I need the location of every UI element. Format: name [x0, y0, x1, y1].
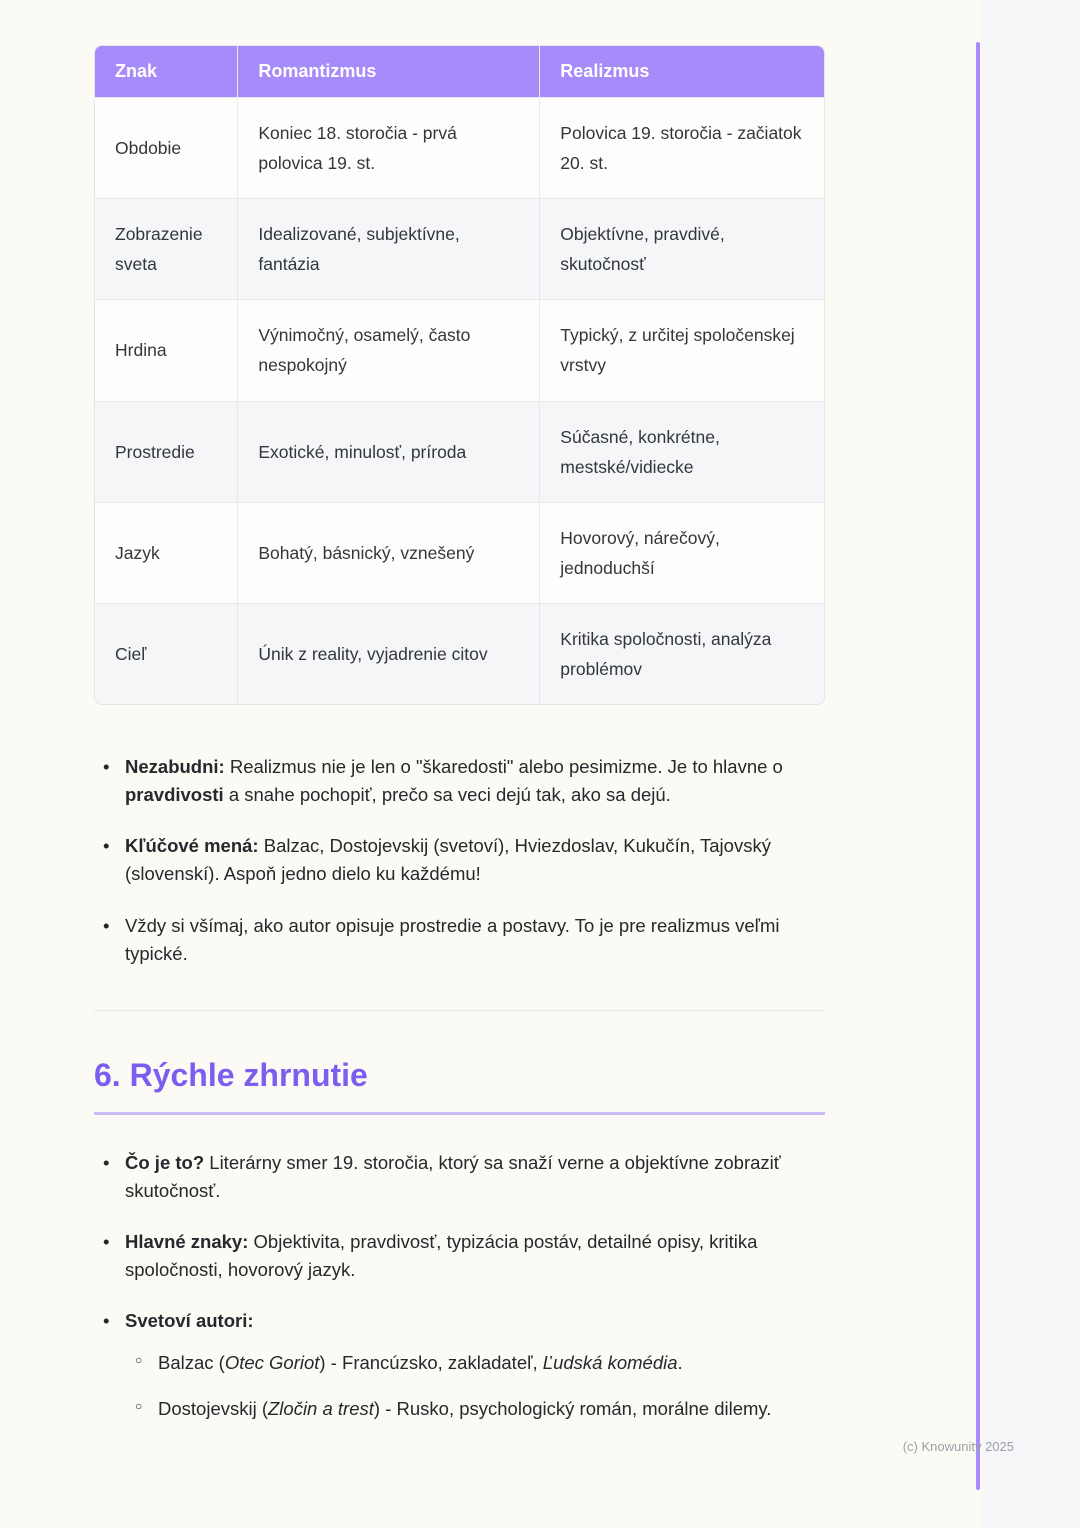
- authors-sublist: [125, 1349, 825, 1423]
- table-cell-znak: Jazyk: [95, 502, 238, 603]
- text-segment: pravdivosti: [125, 784, 224, 806]
- table-row: [95, 300, 824, 401]
- table-cell-znak: Cieľ: [95, 603, 238, 704]
- list-item: [94, 832, 825, 888]
- table-cell-romantizmus: Exotické, minulosť, príroda: [238, 401, 540, 502]
- summary-list: [94, 1149, 825, 1424]
- text-segment: Objektivita, pravdivosť, typizácia postáv, detailné opisy, kritika spoločnosti, hovorový jazyk.: [125, 1231, 758, 1281]
- section-divider: [94, 1010, 825, 1011]
- text-segment: Balzac (: [158, 1352, 225, 1374]
- text-segment: Vždy si všímaj, ako autor opisuje prostredie a postavy. To je pre realizmus veľmi typické.: [125, 914, 780, 964]
- section-title: 6. Rýchle zhrnutie: [94, 1057, 825, 1115]
- table-cell-realizmus: Hovorový, nárečový, jednoduchší: [540, 502, 824, 603]
- text-segment: Kľúčové mená:: [125, 835, 259, 857]
- table-row: [95, 199, 824, 300]
- table-cell-realizmus: Objektívne, pravdivé, skutočnosť: [540, 199, 824, 300]
- table-cell-romantizmus: Výnimočný, osamelý, často nespokojný: [238, 300, 540, 401]
- text-segment: Dostojevskij (: [158, 1398, 268, 1420]
- text-segment: .: [677, 1352, 683, 1374]
- sub-list-item: [125, 1349, 825, 1377]
- text-segment: Otec Goriot: [224, 1352, 320, 1374]
- table-cell-realizmus: Polovica 19. storočia - začiatok 20. st.: [540, 98, 824, 199]
- table-cell-realizmus: Kritika spoločnosti, analýza problémov: [540, 603, 824, 704]
- table-cell-znak: Prostredie: [95, 401, 238, 502]
- table-row: [95, 98, 824, 199]
- page-edge-line: [976, 42, 980, 1490]
- comparison-table: [94, 45, 825, 705]
- list-item: [94, 1228, 825, 1284]
- copyright-footer: (c) Knowunity 2025: [902, 1439, 1014, 1454]
- text-segment: ) - Francúzsko, zakladateľ,: [319, 1352, 543, 1374]
- document-content: [94, 45, 825, 1447]
- table-cell-romantizmus: Idealizované, subjektívne, fantázia: [238, 199, 540, 300]
- table-row: [95, 502, 824, 603]
- table-cell-romantizmus: Únik z reality, vyjadrenie citov: [238, 603, 540, 704]
- viewer-background-strip: [981, 0, 1080, 1528]
- text-segment: Čo je to?: [125, 1151, 205, 1173]
- table-cell-znak: Zobrazenie sveta: [95, 199, 238, 300]
- text-segment: Hlavné znaky:: [125, 1231, 249, 1252]
- sub-list-item: [125, 1395, 825, 1423]
- table-row: [95, 603, 824, 704]
- text-segment: ) - Rusko, psychologický román, morálne dilemy.: [373, 1398, 772, 1420]
- text-segment: Zločin a trest: [268, 1398, 374, 1420]
- table-cell-realizmus: Súčasné, konkrétne, mestské/vidiecke: [540, 401, 824, 502]
- table-row: [95, 401, 824, 502]
- table-header-realizmus: Realizmus: [540, 46, 824, 98]
- text-segment: Svetoví autori:: [125, 1310, 254, 1332]
- notes-list: [94, 753, 825, 968]
- text-segment: Nezabudni:: [125, 756, 225, 778]
- list-item: [94, 1149, 825, 1205]
- list-item: [94, 1307, 825, 1423]
- table-header-romantizmus: Romantizmus: [238, 46, 540, 98]
- text-segment: a snahe pochopiť, prečo sa veci dejú tak, ako sa dejú.: [223, 784, 671, 806]
- text-segment: Ľudská komédia: [542, 1352, 678, 1374]
- text-segment: Realizmus nie je len o "škaredosti" alebo pesimizme. Je to hlavne o: [224, 756, 783, 778]
- table-header-znak: Znak: [95, 46, 238, 98]
- text-segment: Literárny smer 19. storočia, ktorý sa snaží verne a objektívne zobraziť skutočnosť.: [125, 1151, 781, 1201]
- table-header-row: [95, 46, 824, 98]
- table-cell-znak: Obdobie: [95, 98, 238, 199]
- list-item: [94, 753, 825, 809]
- table-cell-romantizmus: Koniec 18. storočia - prvá polovica 19. st.: [238, 98, 540, 199]
- table-cell-znak: Hrdina: [95, 300, 238, 401]
- text-segment: Balzac, Dostojevskij (svetoví), Hviezdoslav, Kukučín, Tajovský (slovenskí). Aspoň jedno dielo ku každému!: [125, 835, 771, 885]
- list-item: [94, 912, 825, 968]
- table-cell-realizmus: Typický, z určitej spoločenskej vrstvy: [540, 300, 824, 401]
- table-cell-romantizmus: Bohatý, básnický, vznešený: [238, 502, 540, 603]
